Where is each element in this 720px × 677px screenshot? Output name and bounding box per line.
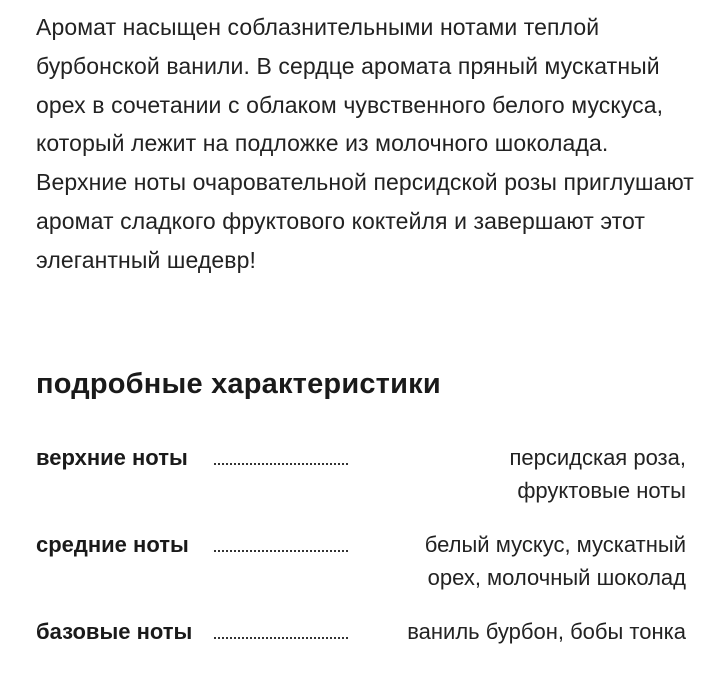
spec-value: ваниль бурбон, бобы тонка (407, 619, 686, 644)
spec-label: средние ноты (36, 532, 189, 557)
spec-value: персидская роза, фруктовые ноты (509, 445, 686, 503)
spec-label: базовые ноты (36, 619, 193, 644)
spec-label: верхние ноты (36, 445, 188, 470)
dotted-leader (214, 615, 354, 648)
spec-row-middle-notes (36, 528, 686, 594)
dotted-leader (214, 528, 354, 561)
spec-row-top-notes (36, 441, 686, 507)
spec-row-base-notes (36, 615, 686, 648)
spec-value: белый мускус, мускатный орех, молочный шоколад (424, 532, 686, 590)
dotted-leader (214, 441, 354, 474)
product-description: Аромат насыщен соблазнительными нотами теплой бурбонской ванили. В сердце аромата пряный мускатный орех в сочетании с облаком чувственного белого мускуса, который лежит на подложке из молочного шоколада. Верхние ноты очаровательной персидской розы приглушают аромат сладкого фруктового коктейля и завершают этот элегантный шедевр! (36, 14, 694, 273)
details-section-title: подробные характеристики (36, 368, 441, 400)
characteristics-list (36, 441, 686, 648)
